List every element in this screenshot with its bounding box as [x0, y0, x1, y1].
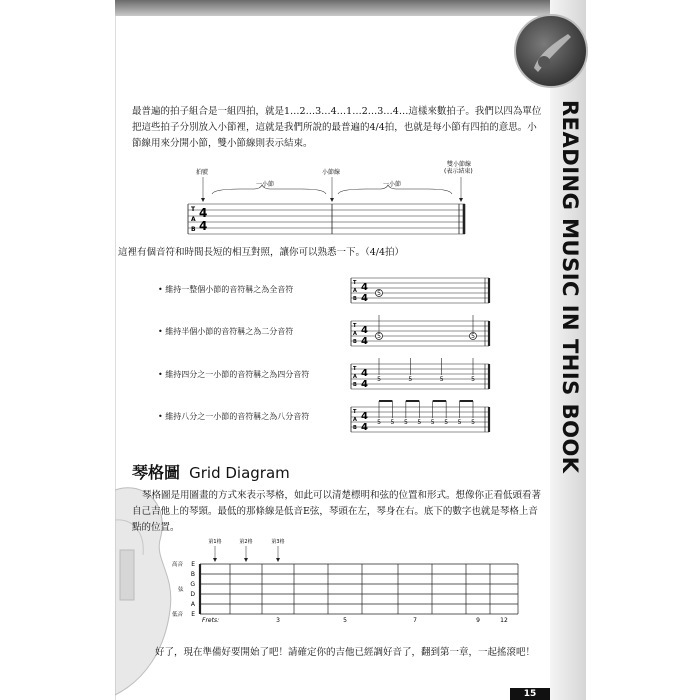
note-beam	[379, 400, 392, 402]
intro-paragraph: 最普遍的拍子組合是一組四拍，就是1…2…3…4…1…2…3…4…這樣來數拍子。我們以四為單位把這些拍子分別放入小節裡，這就是我們所說的最普遍的4/4拍，也就是每小節有四拍的意思。小節線用來分開小節，雙小節線則表示結束。	[132, 106, 542, 149]
fret-number: 5	[343, 617, 347, 624]
time-sig-bottom: 4	[361, 379, 368, 390]
tab-letter: A	[353, 417, 357, 423]
note-value: 5	[377, 290, 381, 298]
string-name: G	[190, 581, 195, 589]
note-value: 5	[377, 333, 381, 341]
note-value: 5	[439, 376, 444, 384]
fret-number: 3	[276, 617, 280, 624]
section-heading-zh: 琴格圖	[132, 463, 181, 482]
note-value: 5	[444, 419, 449, 427]
fret-label: 第1格	[208, 539, 222, 545]
note-value: 5	[377, 419, 381, 427]
label-measure-2: 一小節	[383, 181, 402, 188]
label-double-bar-note: (表示結束)	[444, 168, 473, 175]
note-row-half-text: • 維持半個小節的音符稱之為二分音符	[158, 327, 294, 336]
fret-number: 12	[500, 617, 508, 624]
tab-letter: B	[353, 425, 357, 431]
high-string-label: 高音	[172, 562, 184, 568]
tab-letter: B	[353, 339, 357, 345]
string-name: B	[190, 571, 195, 579]
fret-number: 9	[476, 617, 480, 624]
fret-number: 7	[413, 617, 417, 624]
time-sig-top: 4	[199, 206, 208, 220]
time-sig-top: 4	[361, 325, 368, 336]
tab-letter: B	[353, 296, 357, 302]
tab-letter-a: A	[191, 216, 196, 223]
time-sig-top: 4	[361, 282, 368, 293]
note-beam	[460, 400, 473, 402]
tab-letter-t: T	[191, 206, 196, 213]
time-sig-bottom: 4	[361, 422, 368, 433]
note-row-eighth-text: • 維持八分之一小節的音符稱之為八分音符	[158, 412, 310, 421]
fret-label: 第2格	[239, 539, 253, 545]
tab-staff	[188, 204, 465, 234]
label-measure-1: 一小節	[256, 181, 275, 188]
note-value: 5	[390, 419, 395, 427]
closing-sentence: 好了，現在準備好要開始了吧！請確定你的吉他已經調好音了，翻到第一章，一起搖滾吧！	[155, 647, 536, 658]
tab-letter: B	[353, 382, 357, 388]
tab-letter: A	[353, 288, 357, 294]
side-title-text: READING MUSIC IN THIS BOOK	[558, 100, 582, 474]
page-number: 15	[510, 688, 550, 700]
string-name: A	[190, 601, 195, 609]
time-sig-bottom: 4	[361, 336, 368, 347]
note-value: 5	[417, 419, 422, 427]
string-name: E	[191, 561, 195, 569]
fret-label-arrowhead	[244, 558, 248, 562]
string-name: D	[190, 591, 195, 599]
note-value: 5	[457, 419, 462, 427]
note-row-quarter-text: • 維持四分之一小節的音符稱之為四分音符	[158, 370, 310, 379]
note-beam	[433, 400, 446, 402]
fret-label-arrowhead	[276, 558, 280, 562]
time-sig-bottom: 4	[199, 219, 208, 233]
measure-diagram	[180, 160, 480, 240]
fret-label-arrowhead	[213, 558, 217, 562]
label-time-signature: 拍號	[196, 169, 209, 176]
label-barline: 小節線	[322, 169, 341, 176]
note-value: 5	[430, 419, 435, 427]
string-name: E	[191, 611, 195, 619]
tab-letter: A	[353, 374, 357, 380]
tab-letter: T	[353, 366, 357, 372]
guitar-badge-icon	[514, 14, 588, 88]
note-intro: 這裡有個音符和時間長短的相互對照，讓你可以熟悉一下。（4/4拍）	[118, 247, 405, 258]
tab-letter: T	[353, 280, 357, 286]
string-label: 弦	[178, 587, 184, 593]
note-value: 5	[408, 376, 413, 384]
note-beam	[406, 400, 419, 402]
low-string-label: 低音	[172, 612, 184, 618]
note-value: 5	[403, 419, 408, 427]
label-double-bar: 雙小節線	[447, 161, 472, 168]
frets-label: Frets:	[202, 617, 220, 624]
note-row-whole-text: • 維持一整個小節的音符稱之為全音符	[158, 285, 294, 294]
time-sig-top: 4	[361, 368, 368, 379]
top-band	[115, 0, 585, 16]
note-value: 5	[471, 376, 475, 384]
note-value: 5	[377, 376, 381, 384]
note-value: 5	[471, 333, 475, 341]
tab-letter: T	[353, 409, 357, 415]
note-value: 5	[471, 419, 475, 427]
grid-diagram	[170, 538, 530, 624]
tab-letter: A	[353, 331, 357, 337]
tab-letter: T	[353, 323, 357, 329]
grid-paragraph: 琴格圖是用圖畫的方式來表示琴格，如此可以清楚標明和弦的位置和形式。想像你正看低頭看著自己吉他上的琴頸。最低的那條線是低音E弦，琴頭在左，琴身在右。底下的數字也就是琴格上音點的位置。	[132, 490, 542, 533]
section-heading-en: Grid Diagram	[189, 464, 290, 482]
fret-label: 第3格	[271, 539, 285, 545]
side-title	[552, 100, 586, 474]
time-sig-bottom: 4	[361, 293, 368, 304]
time-sig-top: 4	[361, 411, 368, 422]
tab-letter-b: B	[191, 226, 196, 233]
note-staves	[345, 270, 495, 440]
